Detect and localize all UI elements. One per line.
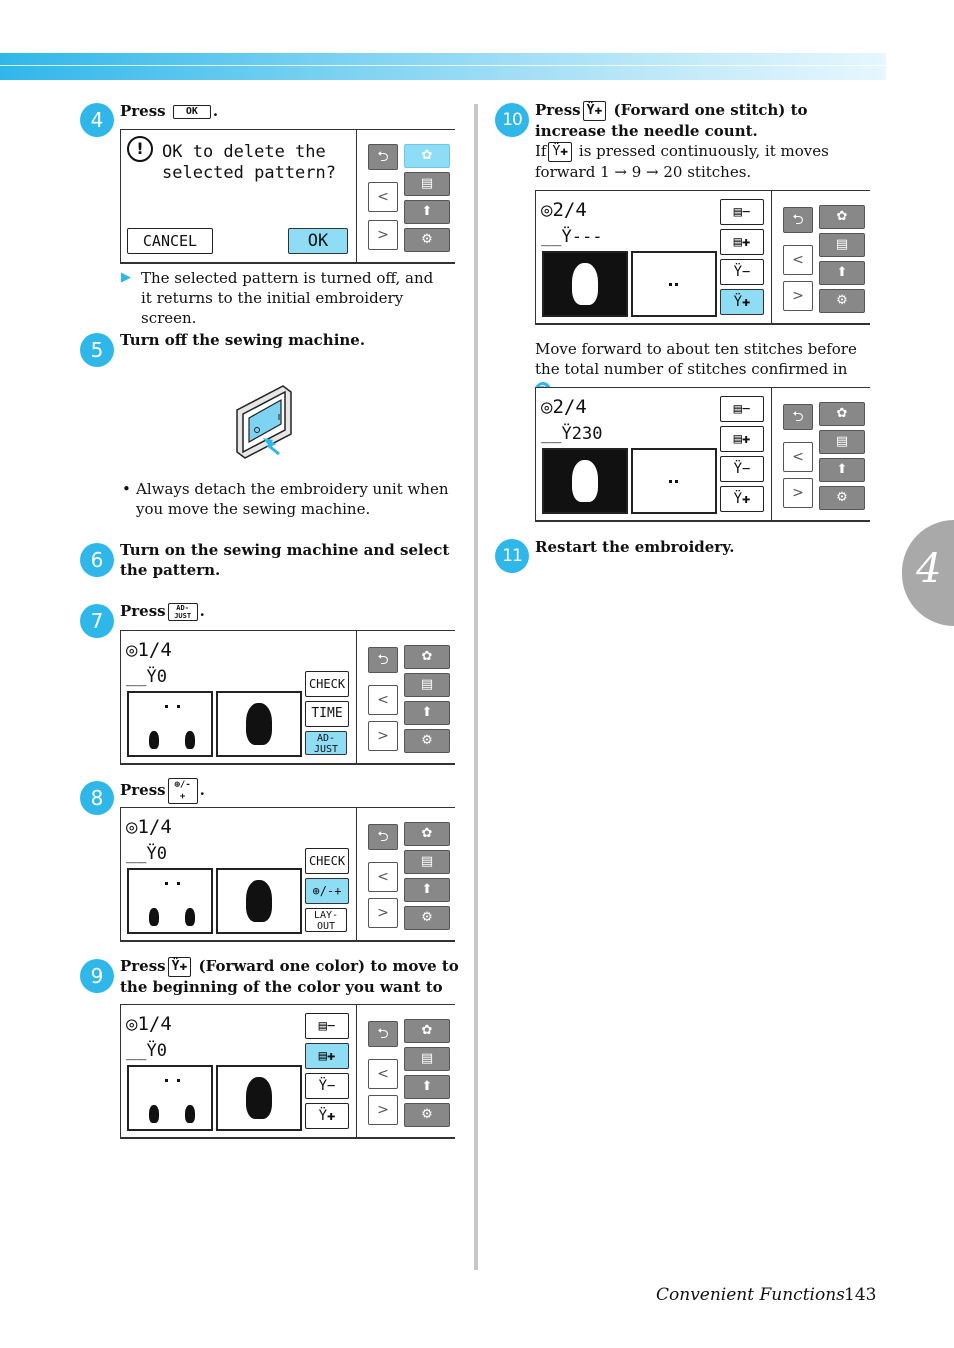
machine-icon[interactable]: ⚙ [404, 906, 450, 930]
back-color-icon[interactable]: ▤− [305, 1013, 349, 1039]
embroidery-icon[interactable]: ✿ [404, 1019, 450, 1043]
machine-icon[interactable]: ⚙ [819, 289, 865, 313]
bear-preview [542, 251, 628, 317]
step-heading: Press Ÿ✚ (Forward one stitch) to increase the needle count. [535, 101, 808, 140]
chevron-left-icon[interactable]: < [368, 685, 398, 715]
step-number: 11 [495, 539, 529, 573]
forward-stitch-key-icon: Ÿ✚ [583, 101, 607, 121]
needle-count: __Ÿ0 [126, 667, 167, 687]
confirm-screen [120, 129, 455, 264]
needle-icon: __Ÿ [126, 844, 157, 864]
forward-color-icon[interactable]: ▤✚ [305, 1043, 349, 1069]
needle-icon: __Ÿ [126, 667, 157, 687]
forward-color-key-icon: Ÿ✚ [168, 957, 192, 977]
layout-button[interactable]: LAY-OUT [305, 908, 347, 932]
list-icon[interactable]: ▤ [819, 430, 865, 454]
forward-stitch-icon[interactable]: Ÿ✚ [720, 289, 764, 315]
step-number: 6 [80, 543, 114, 577]
back-icon[interactable]: ⮌ [368, 144, 398, 170]
hoop-icon[interactable]: ⬆ [404, 200, 450, 224]
chevron-right-icon[interactable]: > [783, 281, 813, 311]
stitch-forward-back-button[interactable]: ⊕/-+ [305, 878, 349, 904]
step-number: 5 [80, 333, 114, 367]
embroidery-screen [120, 1004, 455, 1139]
color-count: ◎2/4 [541, 199, 587, 221]
back-icon[interactable]: ⮌ [368, 824, 398, 850]
back-stitch-icon[interactable]: Ÿ− [305, 1073, 349, 1099]
step-heading: Turn off the sewing machine. [120, 331, 366, 349]
page-number: 143 [844, 1285, 877, 1305]
step-heading: Turn on the sewing machine and select the pattern. [120, 541, 450, 579]
step-number: 7 [80, 604, 114, 638]
back-icon[interactable]: ⮌ [783, 404, 813, 430]
list-icon[interactable]: ▤ [404, 172, 450, 196]
forward-stitch-icon[interactable]: Ÿ✚ [305, 1103, 349, 1129]
footer-title: Convenient Functions [656, 1285, 845, 1305]
color-icon: ◎ [126, 639, 138, 661]
color-count: ◎1/4 [126, 639, 172, 661]
step-heading: Press OK . [120, 102, 219, 120]
needle-count: __Ÿ230 [541, 424, 603, 444]
step-heading: Press ⊕/-+ . [120, 780, 205, 802]
pattern-preview [127, 1065, 213, 1131]
embroidery-screen [120, 630, 455, 765]
check-button[interactable]: CHECK [305, 848, 349, 874]
machine-icon[interactable]: ⚙ [404, 228, 450, 252]
embroidery-icon[interactable]: ✿ [404, 645, 450, 669]
check-button[interactable]: CHECK [305, 671, 349, 697]
bear-preview [216, 868, 302, 934]
cancel-button[interactable]: CANCEL [127, 228, 213, 254]
back-color-icon[interactable]: ▤− [720, 199, 764, 225]
forward-stitch-icon[interactable]: Ÿ✚ [720, 486, 764, 512]
pattern-preview [631, 448, 717, 514]
list-icon[interactable]: ▤ [404, 850, 450, 874]
time-button[interactable]: TIME [305, 701, 349, 727]
back-icon[interactable]: ⮌ [368, 647, 398, 673]
machine-icon[interactable]: ⚙ [819, 486, 865, 510]
pattern-preview [631, 251, 717, 317]
chevron-right-icon[interactable]: > [368, 220, 398, 250]
chevron-left-icon[interactable]: < [368, 182, 398, 212]
result-note: The selected pattern is turned off, and it returns to the initial embroidery screen. [141, 269, 434, 327]
list-icon[interactable]: ▤ [404, 673, 450, 697]
step-number: 9 [80, 959, 114, 993]
back-icon[interactable]: ⮌ [368, 1021, 398, 1047]
color-icon: ◎ [541, 199, 553, 221]
back-stitch-icon[interactable]: Ÿ− [720, 456, 764, 482]
embroidery-icon[interactable]: ✿ [819, 402, 865, 426]
needle-icon: __Ÿ [541, 424, 572, 444]
step-number: 10 [495, 103, 529, 137]
step-number: 8 [80, 781, 114, 815]
stitch-key-icon: ⊕/-+ [168, 778, 198, 804]
hoop-icon[interactable]: ⬆ [404, 701, 450, 725]
chevron-left-icon[interactable]: < [368, 1059, 398, 1089]
bear-preview [216, 691, 302, 757]
chevron-right-icon[interactable]: > [368, 1095, 398, 1125]
forward-color-icon[interactable]: ▤✚ [720, 229, 764, 255]
embroidery-icon[interactable]: ✿ [404, 822, 450, 846]
pattern-preview [127, 691, 213, 757]
needle-count: __Ÿ0 [126, 844, 167, 864]
back-color-icon[interactable]: ▤− [720, 396, 764, 422]
hoop-icon[interactable]: ⬆ [819, 261, 865, 285]
hoop-icon[interactable]: ⬆ [819, 458, 865, 482]
needle-count: __Ÿ0 [126, 1041, 167, 1061]
color-count: ◎1/4 [126, 1013, 172, 1035]
chevron-right-icon[interactable]: > [783, 478, 813, 508]
color-count: ◎2/4 [541, 396, 587, 418]
column-divider [474, 104, 478, 1270]
ok-button[interactable]: OK [288, 228, 348, 254]
step-heading: Press Ÿ✚ (Forward one color) to move to the beginning of the color you want to [120, 957, 459, 996]
warning-icon: ! [127, 136, 153, 162]
machine-icon[interactable]: ⚙ [404, 729, 450, 753]
embroidery-icon[interactable]: ✿ [819, 205, 865, 229]
result-arrow-icon: ▶ [121, 270, 131, 285]
bear-preview [542, 448, 628, 514]
header-band [0, 53, 886, 80]
forward-color-icon[interactable]: ▤✚ [720, 426, 764, 452]
bear-preview [216, 1065, 302, 1131]
embroidery-screen [535, 387, 870, 522]
hoop-icon[interactable]: ⬆ [404, 878, 450, 902]
machine-icon[interactable]: ⚙ [404, 1103, 450, 1127]
color-icon: ◎ [126, 1013, 138, 1035]
step-heading: Press AD-JUST . [120, 602, 205, 620]
move-forward-note: Move forward to about ten stitches before the total number of stitches confirmed in [535, 339, 865, 399]
color-count: ◎1/4 [126, 816, 172, 838]
list-icon[interactable]: ▤ [819, 233, 865, 257]
chevron-left-icon[interactable]: < [783, 245, 813, 275]
adjust-button[interactable]: AD-JUST [305, 731, 347, 755]
color-icon: ◎ [541, 396, 553, 418]
list-icon[interactable]: ▤ [404, 1047, 450, 1071]
power-switch-icon [233, 384, 297, 460]
pattern-preview [127, 868, 213, 934]
embroidery-icon[interactable]: ✿ [404, 144, 450, 168]
hoop-icon[interactable]: ⬆ [404, 1075, 450, 1099]
chapter-tab: 4 [902, 520, 954, 626]
color-icon: ◎ [126, 816, 138, 838]
step-heading: Restart the embroidery. [535, 538, 735, 556]
needle-count: __Ÿ--- [541, 227, 603, 247]
embroidery-screen [535, 190, 870, 325]
chevron-left-icon[interactable]: < [368, 862, 398, 892]
bullet-note: Always detach the embroidery unit when you move the sewing machine. [136, 480, 449, 518]
embroidery-screen [120, 807, 455, 942]
forward-stitch-key-icon: Ÿ✚ [548, 142, 572, 162]
back-icon[interactable]: ⮌ [783, 207, 813, 233]
chevron-right-icon[interactable]: > [368, 721, 398, 751]
needle-icon: __Ÿ [541, 227, 572, 247]
back-stitch-icon[interactable]: Ÿ− [720, 259, 764, 285]
confirm-message: OK to delete the selected pattern? [162, 142, 336, 183]
chevron-left-icon[interactable]: < [783, 442, 813, 472]
chevron-right-icon[interactable]: > [368, 898, 398, 928]
continuous-note: If Ÿ✚ is pressed continuously, it moves forward 1 → 9 → 20 stitches. [535, 142, 829, 181]
adjust-key-icon: AD-JUST [168, 603, 198, 621]
step-number: 4 [80, 103, 114, 137]
ok-key-icon: OK [173, 105, 211, 119]
needle-icon: __Ÿ [126, 1041, 157, 1061]
